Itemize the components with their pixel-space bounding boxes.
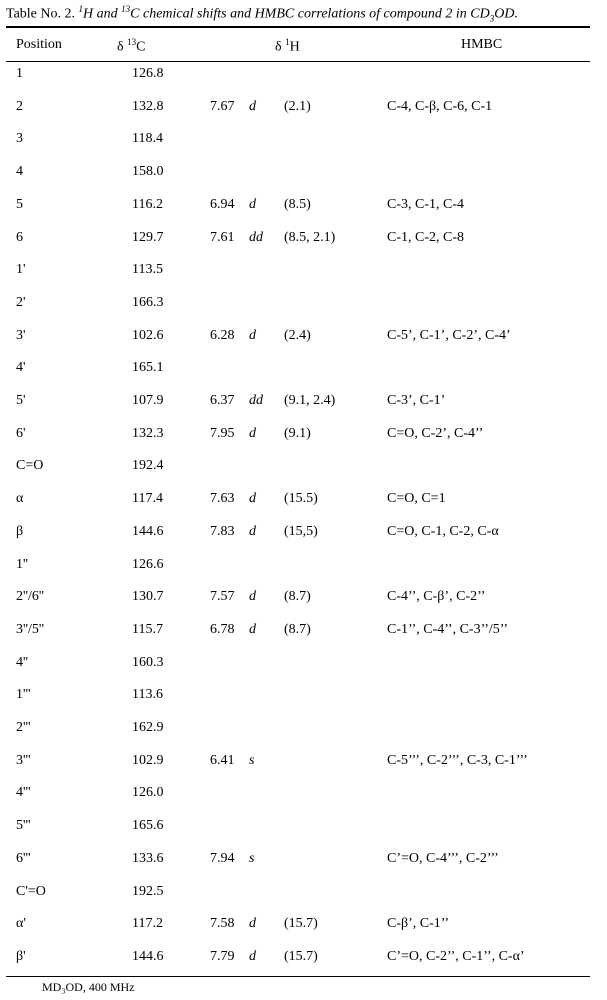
cell-position: C=O bbox=[16, 458, 44, 474]
table-row bbox=[0, 262, 607, 295]
table-row bbox=[0, 589, 607, 622]
cell-c13-shift: 192.5 bbox=[132, 883, 164, 899]
cell-hmbc: C-3’, C-1’ bbox=[387, 393, 446, 408]
cell-h1-shift: 7.83 bbox=[210, 523, 235, 539]
caption-sup-1: 1 bbox=[78, 4, 84, 14]
caption-label: Table No. 2. bbox=[6, 6, 79, 22]
cell-h1-shift: 6.37 bbox=[210, 393, 235, 408]
cell-hmbc: C-β’, C-1’’ bbox=[387, 916, 450, 932]
cell-c13-shift: 116.2 bbox=[132, 196, 163, 212]
table-row bbox=[0, 360, 607, 393]
cell-hmbc: C-4’’, C-β’, C-2’’ bbox=[387, 589, 486, 605]
cell-c13-shift: 102.6 bbox=[132, 327, 164, 343]
cell-position: C'=O bbox=[16, 883, 46, 899]
cell-position: 6' bbox=[16, 425, 26, 441]
cell-h1-shift: 6.78 bbox=[210, 621, 235, 637]
cell-c13-shift: 126.6 bbox=[132, 556, 164, 572]
cell-multiplicity: d bbox=[249, 523, 256, 539]
cell-position: 1 bbox=[16, 66, 23, 81]
table-row bbox=[0, 99, 607, 132]
cell-coupling: (2.1) bbox=[284, 98, 311, 114]
cell-position: 3''' bbox=[16, 752, 31, 768]
cell-multiplicity: d bbox=[249, 196, 256, 212]
cell-multiplicity: d bbox=[249, 98, 256, 114]
table-row bbox=[0, 524, 607, 557]
cell-coupling: (15.7) bbox=[284, 948, 318, 964]
cell-multiplicity: d bbox=[249, 948, 256, 964]
cell-h1-shift: 7.61 bbox=[210, 229, 235, 245]
cell-hmbc: C-3, C-1, C-4 bbox=[387, 196, 464, 212]
cell-position: 4 bbox=[16, 164, 23, 180]
cell-c13-shift: 132.8 bbox=[132, 98, 164, 114]
cell-coupling: (15.5) bbox=[284, 491, 318, 507]
header-rule bbox=[6, 61, 590, 62]
cell-hmbc: C=O, C=1 bbox=[387, 491, 446, 507]
cell-c13-shift: 107.9 bbox=[132, 393, 164, 408]
cell-coupling: (8.5) bbox=[284, 196, 311, 212]
header-h1 bbox=[275, 37, 300, 56]
table-caption bbox=[6, 4, 518, 23]
cell-multiplicity: d bbox=[249, 425, 256, 441]
cell-multiplicity: dd bbox=[249, 229, 263, 245]
table-row bbox=[0, 458, 607, 491]
cell-coupling: (15.7) bbox=[284, 916, 318, 932]
cell-c13-shift: 192.4 bbox=[132, 458, 164, 474]
table-row bbox=[0, 66, 607, 99]
cell-c13-shift: 144.6 bbox=[132, 523, 164, 539]
cell-c13-shift: 162.9 bbox=[132, 720, 164, 735]
cell-c13-shift: 130.7 bbox=[132, 589, 164, 605]
cell-hmbc: C=O, C-2’, C-4’’ bbox=[387, 425, 484, 441]
table-row bbox=[0, 916, 607, 949]
cell-h1-shift: 7.67 bbox=[210, 98, 235, 114]
cell-hmbc: C-5’, C-1’, C-2’, C-4’ bbox=[387, 327, 511, 343]
cell-h1-shift: 7.79 bbox=[210, 948, 235, 964]
cell-position: 5' bbox=[16, 393, 26, 408]
caption-part-1: H and bbox=[83, 6, 122, 22]
cell-h1-shift: 7.57 bbox=[210, 589, 235, 605]
header-c13-sup: 13 bbox=[127, 37, 137, 47]
cell-h1-shift: 6.28 bbox=[210, 327, 235, 343]
cell-c13-shift: 133.6 bbox=[132, 850, 164, 866]
header-h1-sup: 1 bbox=[285, 37, 290, 47]
cell-position: 5''' bbox=[16, 818, 31, 834]
cell-h1-shift: 6.94 bbox=[210, 196, 235, 212]
cell-c13-shift: 160.3 bbox=[132, 654, 164, 670]
cell-multiplicity: d bbox=[249, 491, 256, 507]
table-row bbox=[0, 295, 607, 328]
table-row bbox=[0, 197, 607, 230]
cell-position: α' bbox=[16, 916, 26, 932]
cell-position: 5 bbox=[16, 196, 23, 212]
table-row bbox=[0, 230, 607, 263]
cell-c13-shift: 118.4 bbox=[132, 131, 163, 147]
table-row bbox=[0, 655, 607, 688]
cell-h1-shift: 7.94 bbox=[210, 850, 235, 866]
cell-position: 2''/6'' bbox=[16, 589, 44, 605]
bottom-rule bbox=[6, 976, 590, 977]
cell-c13-shift: 126.0 bbox=[132, 785, 164, 801]
cell-c13-shift: 115.7 bbox=[132, 621, 163, 637]
table-row bbox=[0, 622, 607, 655]
cell-c13-shift: 113.6 bbox=[132, 687, 163, 703]
cell-multiplicity: d bbox=[249, 621, 256, 637]
table-row bbox=[0, 557, 607, 590]
cell-c13-shift: 165.1 bbox=[132, 360, 164, 376]
cell-c13-shift: 117.2 bbox=[132, 916, 163, 932]
cell-h1-shift: 7.95 bbox=[210, 425, 235, 441]
caption-sup-13: 13 bbox=[121, 4, 131, 14]
cell-c13-shift: 158.0 bbox=[132, 164, 164, 180]
cell-position: 1''' bbox=[16, 687, 31, 703]
cell-hmbc: C-5’’’, C-2’’’, C-3, C-1’’’ bbox=[387, 752, 528, 768]
cell-coupling: (8.5, 2.1) bbox=[284, 229, 336, 245]
cell-h1-shift: 6.41 bbox=[210, 752, 235, 768]
caption-part-2: C chemical shifts and HMBC correlations of compound 2 in CD bbox=[130, 6, 490, 22]
cell-position: 4''' bbox=[16, 785, 31, 801]
table-footnote: MD₃OD, 400 MHz bbox=[42, 980, 135, 994]
cell-coupling: (9.1) bbox=[284, 425, 311, 441]
table-row bbox=[0, 720, 607, 753]
cell-multiplicity: d bbox=[249, 916, 256, 932]
header-c13 bbox=[117, 37, 145, 56]
cell-c13-shift: 113.5 bbox=[132, 262, 163, 278]
cell-position: β bbox=[16, 523, 24, 539]
cell-coupling: (2.4) bbox=[284, 327, 311, 343]
cell-hmbc: C-4, C-β, C-6, C-1 bbox=[387, 98, 493, 114]
caption-sub-3: 3 bbox=[489, 13, 495, 24]
table-row bbox=[0, 785, 607, 818]
cell-position: 2''' bbox=[16, 720, 31, 735]
table-header bbox=[0, 37, 607, 57]
cell-multiplicity: d bbox=[249, 327, 256, 343]
cell-position: 3 bbox=[16, 131, 23, 147]
table-row bbox=[0, 328, 607, 361]
top-rule bbox=[6, 26, 590, 28]
cell-coupling: (15,5) bbox=[284, 523, 318, 539]
cell-multiplicity: dd bbox=[249, 393, 263, 408]
cell-position: 4' bbox=[16, 360, 26, 376]
cell-c13-shift: 117.4 bbox=[132, 491, 163, 507]
table-row bbox=[0, 818, 607, 851]
cell-c13-shift: 165.6 bbox=[132, 818, 164, 834]
cell-h1-shift: 7.63 bbox=[210, 491, 235, 507]
cell-c13-shift: 102.9 bbox=[132, 752, 164, 768]
header-h1-delta: δ bbox=[275, 39, 286, 55]
cell-position: 2 bbox=[16, 98, 23, 114]
table-row bbox=[0, 426, 607, 459]
cell-c13-shift: 129.7 bbox=[132, 229, 164, 245]
cell-position: 3' bbox=[16, 327, 26, 343]
cell-h1-shift: 7.58 bbox=[210, 916, 235, 932]
cell-hmbc: C-1’’, C-4’’, C-3’’/5’’ bbox=[387, 621, 509, 637]
cell-coupling: (8.7) bbox=[284, 621, 311, 637]
table-row bbox=[0, 753, 607, 786]
table-row bbox=[0, 884, 607, 917]
cell-position: 1' bbox=[16, 262, 26, 278]
header-hmbc: HMBC bbox=[461, 37, 503, 52]
cell-multiplicity: s bbox=[249, 850, 255, 866]
cell-position: 4'' bbox=[16, 654, 29, 670]
cell-multiplicity: d bbox=[249, 589, 256, 605]
cell-position: α bbox=[16, 491, 24, 507]
cell-coupling: (8.7) bbox=[284, 589, 311, 605]
table-row bbox=[0, 491, 607, 524]
cell-position: 6 bbox=[16, 229, 23, 245]
cell-position: β' bbox=[16, 948, 26, 964]
table-row bbox=[0, 164, 607, 197]
cell-position: 2' bbox=[16, 294, 26, 310]
caption-part-3: OD. bbox=[494, 6, 518, 22]
cell-c13-shift: 166.3 bbox=[132, 294, 164, 310]
cell-hmbc: C’=O, C-4’’’, C-2’’’ bbox=[387, 850, 499, 866]
cell-hmbc: C=O, C-1, C-2, C-α bbox=[387, 523, 499, 539]
cell-position: 1'' bbox=[16, 556, 29, 572]
table-row bbox=[0, 131, 607, 164]
header-h1-element: H bbox=[289, 39, 300, 55]
cell-multiplicity: s bbox=[249, 752, 255, 768]
table-row bbox=[0, 687, 607, 720]
cell-position: 6''' bbox=[16, 850, 31, 866]
cell-hmbc: C-1, C-2, C-8 bbox=[387, 229, 464, 245]
cell-c13-shift: 126.8 bbox=[132, 66, 164, 81]
table-row bbox=[0, 393, 607, 426]
header-c13-element: C bbox=[136, 39, 146, 55]
header-position: Position bbox=[16, 37, 62, 52]
cell-c13-shift: 144.6 bbox=[132, 948, 164, 964]
cell-c13-shift: 132.3 bbox=[132, 425, 164, 441]
cell-position: 3''/5'' bbox=[16, 621, 44, 637]
header-c13-delta: δ bbox=[117, 39, 128, 55]
cell-hmbc: C’=O, C-2’’, C-1’’, C-α’ bbox=[387, 948, 525, 964]
cell-coupling: (9.1, 2.4) bbox=[284, 393, 336, 408]
table-row bbox=[0, 851, 607, 884]
